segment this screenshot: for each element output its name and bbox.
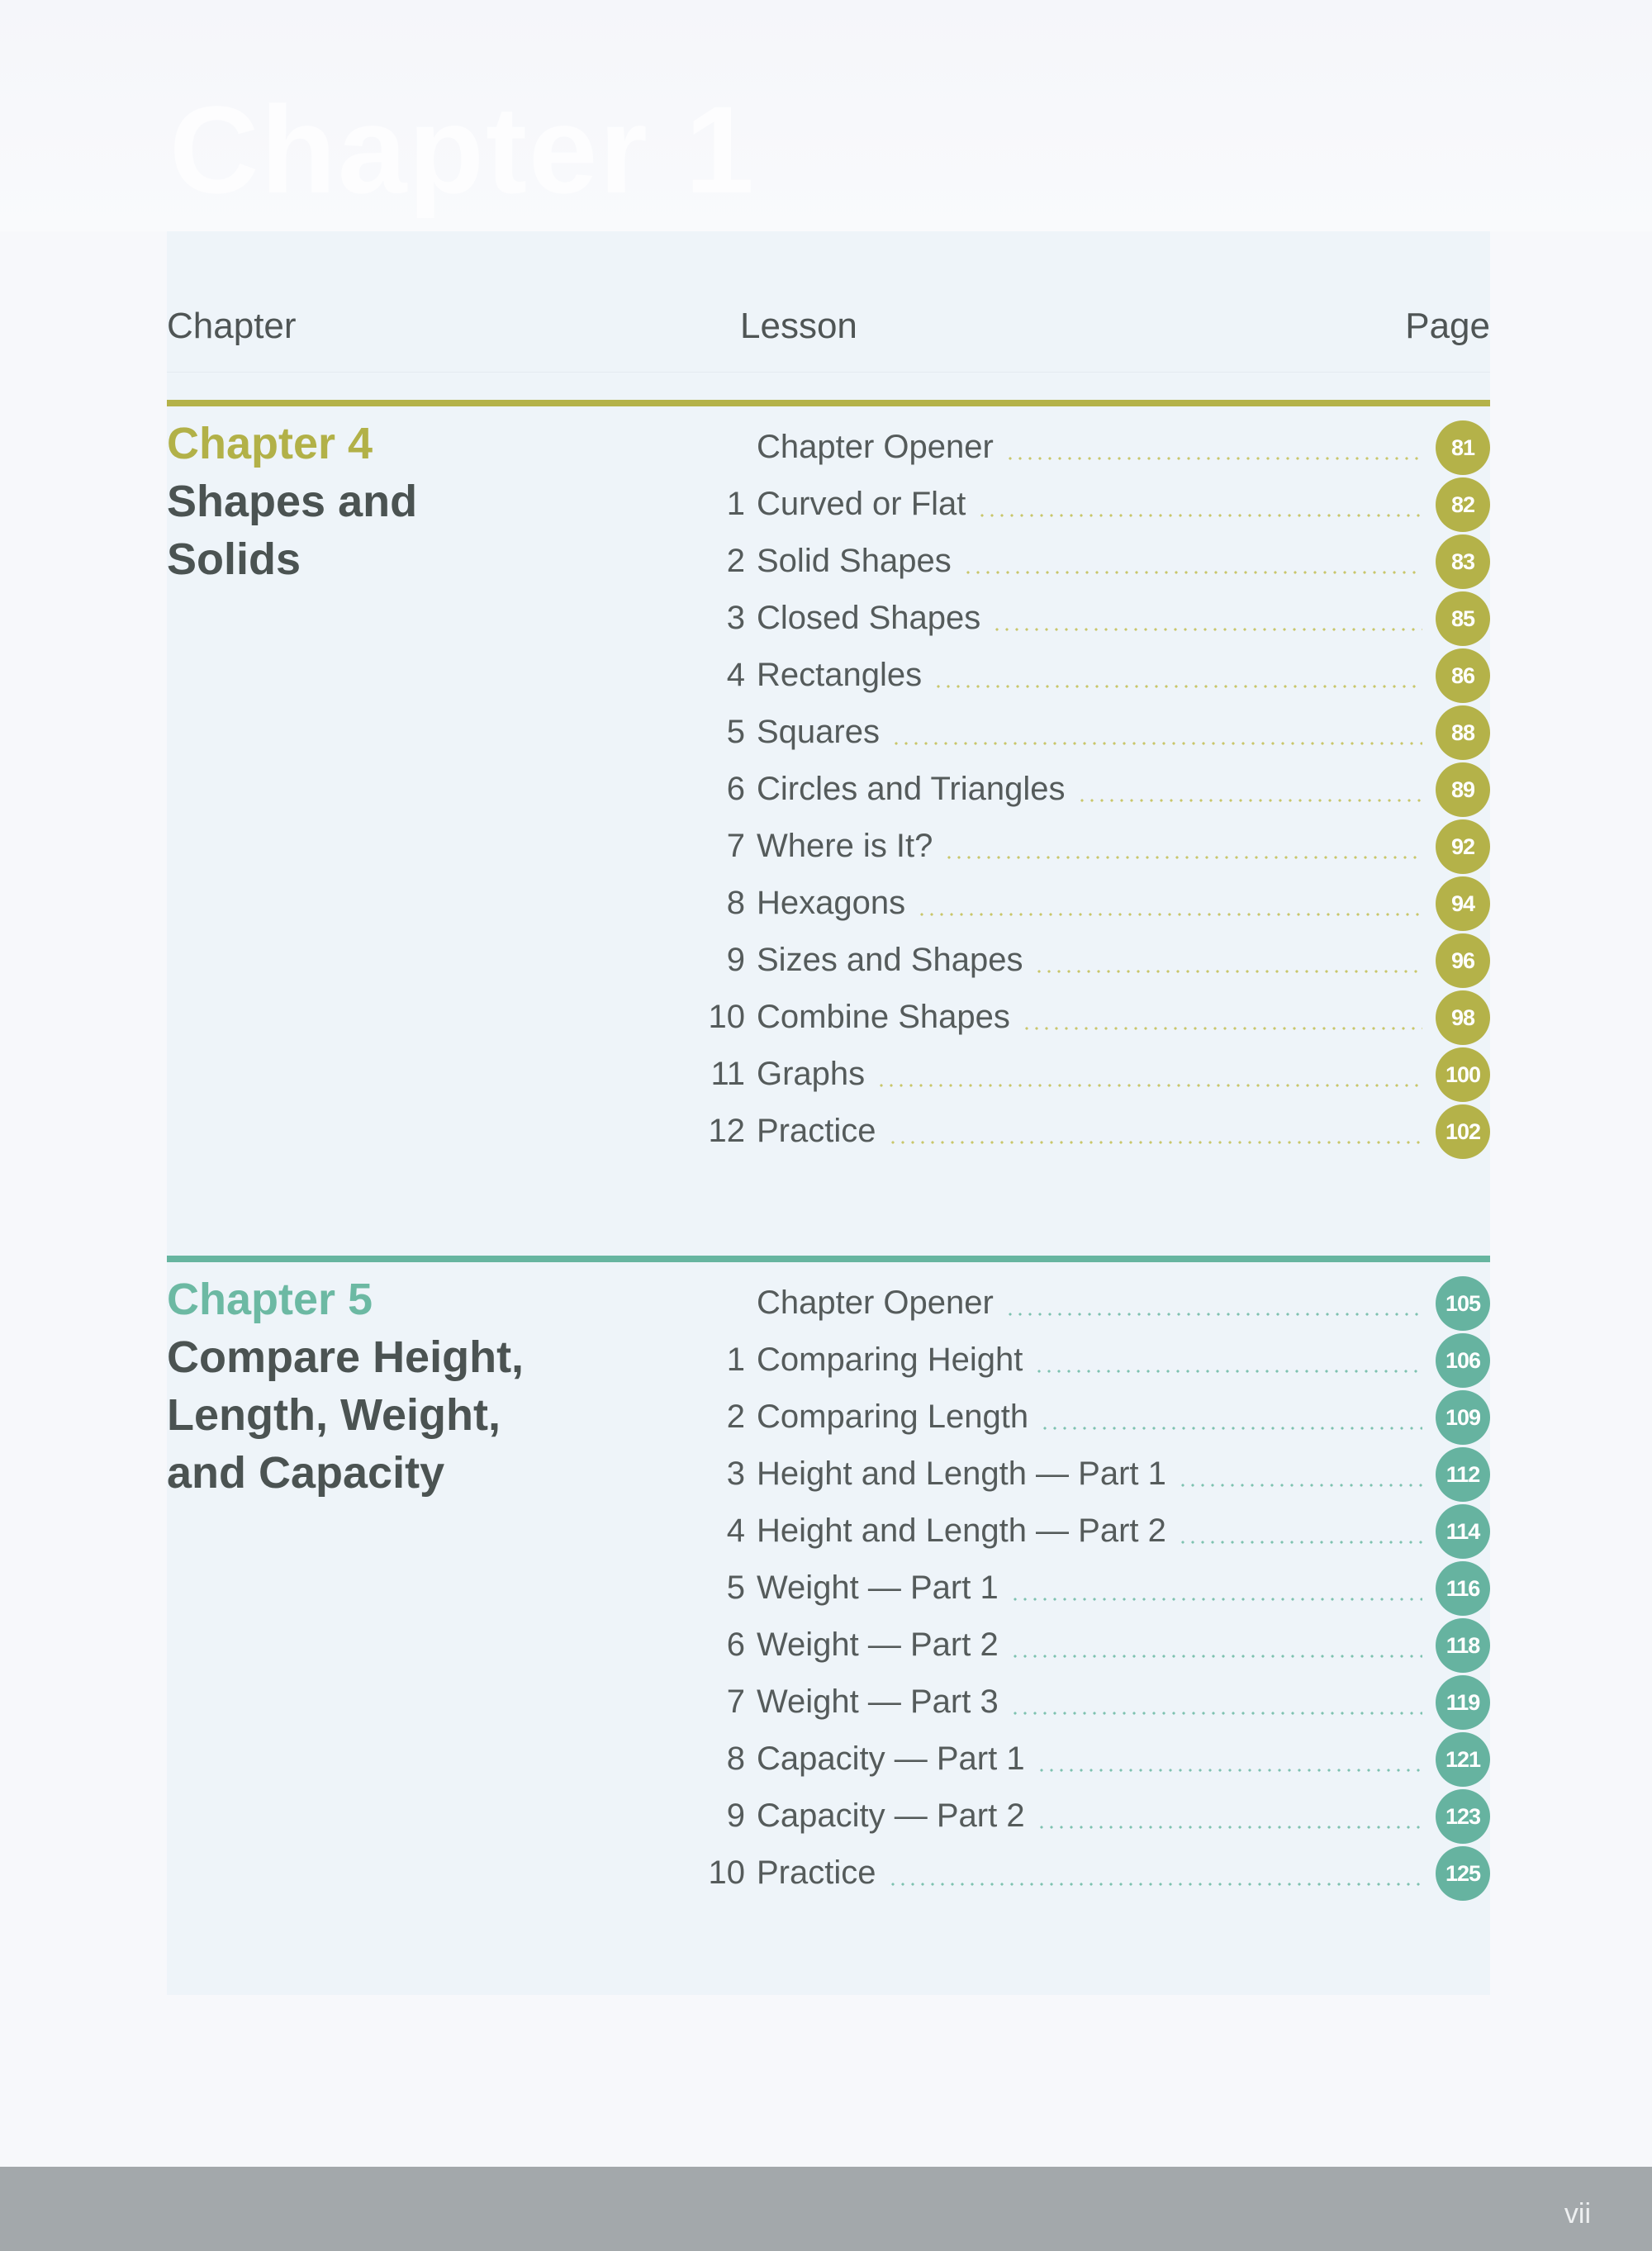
lesson-name[interactable]: Practice xyxy=(757,1854,876,1891)
page-badge[interactable]: 106 xyxy=(1436,1333,1490,1388)
lesson-entry xyxy=(757,1047,1422,1104)
lesson-name[interactable]: Combine Shapes xyxy=(757,999,1010,1035)
lesson-name[interactable]: Circles and Triangles xyxy=(757,771,1066,807)
lesson-number: 10 xyxy=(708,999,745,1035)
lesson-entry xyxy=(757,1675,1422,1732)
lesson-name[interactable]: Practice xyxy=(757,1113,876,1149)
lesson-row[interactable] xyxy=(679,477,1490,534)
lesson-number: 3 xyxy=(726,1456,745,1492)
lesson-row[interactable] xyxy=(679,990,1490,1047)
dot-leader xyxy=(1034,970,1422,973)
page-badge[interactable]: 121 xyxy=(1436,1732,1490,1787)
lesson-entry xyxy=(757,1732,1422,1789)
lesson-entry xyxy=(757,1561,1422,1618)
lesson-number: 2 xyxy=(726,543,745,579)
page-badge[interactable]: 88 xyxy=(1436,705,1490,760)
dot-leader xyxy=(876,1084,1422,1087)
lesson-row[interactable] xyxy=(679,1104,1490,1161)
page-badge[interactable]: 112 xyxy=(1436,1447,1490,1502)
page-badge[interactable]: 119 xyxy=(1436,1675,1490,1730)
lesson-number: 2 xyxy=(726,1399,745,1435)
dot-leader xyxy=(891,742,1422,745)
lesson-number: 4 xyxy=(726,1513,745,1549)
page-badge[interactable]: 92 xyxy=(1436,819,1490,874)
lesson-row[interactable] xyxy=(679,933,1490,990)
lesson-number: 11 xyxy=(710,1056,745,1092)
lesson-entry xyxy=(757,591,1422,648)
lesson-number: 9 xyxy=(726,1797,745,1834)
lesson-row[interactable] xyxy=(679,420,1490,477)
page-badge[interactable]: 81 xyxy=(1436,420,1490,475)
lesson-entry xyxy=(757,648,1422,705)
dot-leader xyxy=(1077,799,1423,802)
page-badge[interactable]: 98 xyxy=(1436,990,1490,1045)
lesson-number: 12 xyxy=(708,1113,745,1149)
lesson-entry xyxy=(757,1390,1422,1447)
lesson-entry xyxy=(757,1276,1422,1333)
lesson-name[interactable]: Curved or Flat xyxy=(757,486,966,522)
lesson-row[interactable] xyxy=(679,534,1490,591)
lesson-number: 1 xyxy=(726,486,745,522)
page-badge[interactable]: 102 xyxy=(1436,1104,1490,1159)
dot-leader xyxy=(1010,1712,1422,1715)
lesson-number: 6 xyxy=(726,771,745,807)
lesson-entry xyxy=(757,477,1422,534)
page-badge[interactable]: 114 xyxy=(1436,1504,1490,1559)
dot-leader xyxy=(917,913,1422,916)
table-header xyxy=(167,306,1490,355)
dot-leader xyxy=(1178,1541,1422,1544)
lesson-entry xyxy=(757,876,1422,933)
dot-leader xyxy=(1037,1769,1422,1772)
lesson-row[interactable] xyxy=(679,1789,1490,1846)
page-badge[interactable]: 109 xyxy=(1436,1390,1490,1445)
dot-leader xyxy=(1010,1598,1422,1601)
page-badge[interactable]: 86 xyxy=(1436,648,1490,703)
chapter-rule xyxy=(167,1256,1490,1262)
dot-leader xyxy=(1034,1370,1422,1373)
lesson-number: 7 xyxy=(726,1684,745,1720)
lesson-row[interactable] xyxy=(679,1333,1490,1390)
header-chapter: Chapter xyxy=(167,306,297,346)
page-footer xyxy=(0,2167,1652,2251)
lesson-name[interactable]: Weight — Part 3 xyxy=(757,1684,999,1720)
lesson-entry xyxy=(757,1104,1422,1161)
lesson-entry xyxy=(757,990,1422,1047)
dot-leader xyxy=(888,1883,1423,1886)
lesson-entry xyxy=(757,1447,1422,1504)
page-badge[interactable]: 82 xyxy=(1436,477,1490,532)
lesson-entry xyxy=(757,1504,1422,1561)
chapter-title: Compare Height, Length, Weight, and Capacity xyxy=(167,1332,525,1498)
lesson-row[interactable] xyxy=(679,1276,1490,1333)
lesson-name[interactable]: Chapter Opener xyxy=(757,1285,994,1321)
lesson-name[interactable]: Graphs xyxy=(757,1056,866,1092)
lesson-entry xyxy=(757,420,1422,477)
dot-leader xyxy=(888,1141,1423,1144)
lesson-entry xyxy=(757,534,1422,591)
lesson-number: 1 xyxy=(726,1342,745,1378)
lesson-number: 9 xyxy=(726,942,745,978)
lesson-row[interactable] xyxy=(679,1447,1490,1504)
page-badge[interactable]: 118 xyxy=(1436,1618,1490,1673)
lesson-name[interactable]: Comparing Length xyxy=(757,1399,1029,1435)
lesson-number: 7 xyxy=(726,828,745,864)
dot-leader xyxy=(944,856,1422,859)
lesson-name[interactable]: Solid Shapes xyxy=(757,543,952,579)
lesson-row[interactable] xyxy=(679,1675,1490,1732)
lesson-name[interactable]: Sizes and Shapes xyxy=(757,942,1023,978)
lesson-row[interactable] xyxy=(679,1390,1490,1447)
chapter-label: Chapter 5 xyxy=(167,1275,373,1324)
page-badge[interactable]: 116 xyxy=(1436,1561,1490,1616)
page-badge[interactable]: 96 xyxy=(1436,933,1490,988)
lesson-number: 8 xyxy=(726,1740,745,1777)
lesson-number: 8 xyxy=(726,885,745,921)
lesson-row[interactable] xyxy=(679,1846,1490,1903)
dot-leader xyxy=(933,685,1422,688)
lesson-row[interactable] xyxy=(679,648,1490,705)
lesson-name[interactable]: Hexagons xyxy=(757,885,906,921)
page-number: vii xyxy=(1564,2198,1591,2230)
dot-leader xyxy=(1010,1655,1422,1658)
dot-leader xyxy=(1037,1826,1422,1829)
lesson-name[interactable]: Weight — Part 1 xyxy=(757,1570,999,1606)
lesson-entry xyxy=(757,1846,1422,1903)
lesson-row[interactable] xyxy=(679,762,1490,819)
lesson-row[interactable] xyxy=(679,1047,1490,1104)
lesson-entry xyxy=(757,1789,1422,1846)
lesson-row[interactable] xyxy=(679,1561,1490,1618)
page-badge[interactable]: 105 xyxy=(1436,1276,1490,1331)
lesson-number: 4 xyxy=(726,657,745,693)
lesson-entry xyxy=(757,933,1422,990)
page-badge[interactable]: 85 xyxy=(1436,591,1490,646)
lesson-entry xyxy=(757,1333,1422,1390)
chapter-section-5 xyxy=(167,1256,1490,1916)
page-badge[interactable]: 89 xyxy=(1436,762,1490,817)
page-badge[interactable]: 125 xyxy=(1436,1846,1490,1901)
lesson-name[interactable]: Weight — Part 2 xyxy=(757,1627,999,1663)
lesson-name[interactable]: Height and Length — Part 1 xyxy=(757,1456,1166,1492)
header-page: Page xyxy=(1405,306,1490,346)
dot-leader xyxy=(1005,457,1422,460)
lesson-number: 5 xyxy=(726,714,745,750)
lesson-row[interactable] xyxy=(679,1504,1490,1561)
lesson-row[interactable] xyxy=(679,1618,1490,1675)
lesson-entry xyxy=(757,762,1422,819)
ghost-chapter-title: Chapter 1 xyxy=(169,80,756,219)
chapter-title: Shapes and Solids xyxy=(167,477,418,584)
dot-leader xyxy=(1040,1427,1422,1430)
chapter-label: Chapter 4 xyxy=(167,419,373,468)
lesson-number: 5 xyxy=(726,1570,745,1606)
lesson-name[interactable]: Height and Length — Part 2 xyxy=(757,1513,1166,1549)
lesson-number: 10 xyxy=(708,1854,745,1891)
lesson-name[interactable]: Comparing Height xyxy=(757,1342,1023,1378)
lesson-name[interactable]: Rectangles xyxy=(757,657,923,693)
chapter-rule xyxy=(167,400,1490,406)
page-badge[interactable]: 123 xyxy=(1436,1789,1490,1844)
lesson-entry xyxy=(757,1618,1422,1675)
page-badge[interactable]: 100 xyxy=(1436,1047,1490,1102)
page-badge[interactable]: 83 xyxy=(1436,534,1490,589)
dot-leader xyxy=(1022,1027,1422,1030)
lesson-name[interactable]: Squares xyxy=(757,714,880,750)
dot-leader xyxy=(1178,1484,1422,1487)
lesson-row[interactable] xyxy=(679,1732,1490,1789)
lesson-number: 3 xyxy=(726,600,745,636)
lesson-row[interactable] xyxy=(679,591,1490,648)
lesson-name[interactable]: Capacity — Part 1 xyxy=(757,1740,1025,1777)
lesson-name[interactable]: Capacity — Part 2 xyxy=(757,1797,1025,1834)
header-divider xyxy=(167,372,1490,373)
lesson-name[interactable]: Chapter Opener xyxy=(757,429,994,465)
lesson-row[interactable] xyxy=(679,705,1490,762)
page-badge[interactable]: 94 xyxy=(1436,876,1490,931)
lesson-row[interactable] xyxy=(679,819,1490,876)
header-lesson: Lesson xyxy=(740,306,857,346)
dot-leader xyxy=(1005,1313,1422,1316)
lesson-name[interactable]: Closed Shapes xyxy=(757,600,981,636)
chapter-section-4 xyxy=(167,400,1490,1149)
lesson-number: 6 xyxy=(726,1627,745,1663)
dot-leader xyxy=(992,628,1422,631)
lesson-entry xyxy=(757,705,1422,762)
lesson-row[interactable] xyxy=(679,876,1490,933)
dot-leader xyxy=(963,571,1422,574)
lesson-entry xyxy=(757,819,1422,876)
lesson-name[interactable]: Where is It? xyxy=(757,828,933,864)
dot-leader xyxy=(977,514,1422,517)
